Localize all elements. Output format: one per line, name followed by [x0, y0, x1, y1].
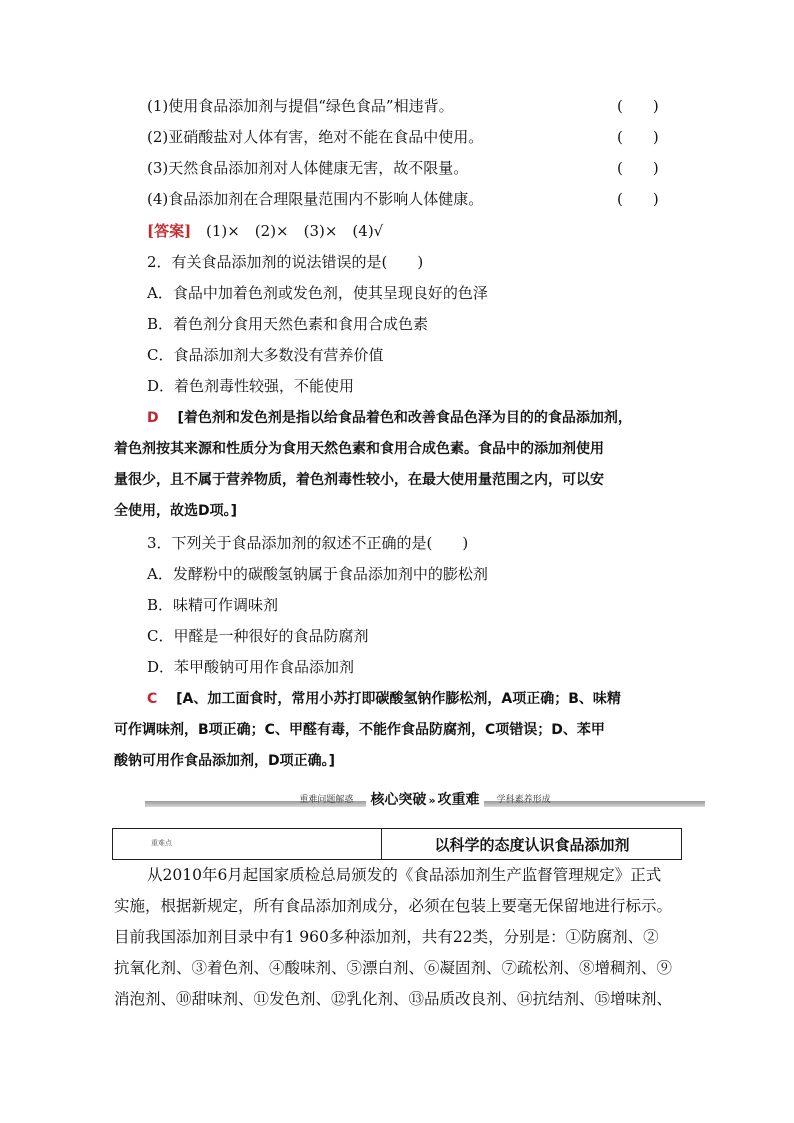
- q3-explanation-line-3: 酸钠可用作食品添加剂，D项正确。]: [114, 753, 336, 769]
- body-line-3: 目前我国添加剂目录中有1 960多种添加剂，共有22类，分别是：①防腐剂、②: [114, 928, 659, 946]
- body-line-1: 从2010年6月起国家质检总局颁发的《食品添加剂生产监督管理规定》正式: [147, 866, 662, 884]
- body-line-2: 实施，根据新规定，所有食品添加剂成分，必须在包装上要毫无保留地进行标示。: [114, 897, 673, 915]
- answer-paren-2: ( ): [617, 128, 659, 146]
- banner-center-text: [366, 792, 483, 808]
- q3-option-c: C．甲醛是一种很好的食品防腐剂: [147, 627, 369, 645]
- banner-text: [145, 789, 705, 809]
- judge-item-3: (3)天然食品添加剂对人体健康无害，故不限量。: [147, 159, 469, 177]
- banner-left-text: 重难问题解惑: [299, 795, 354, 805]
- q2-option-b: B．着色剂分食用天然色素和食用合成色素: [147, 315, 429, 333]
- q3-answer-letter: C: [147, 691, 158, 707]
- question-3-stem: 3．下列关于食品添加剂的叙述不正确的是( ): [147, 534, 469, 552]
- key-point-title: 以科学的态度认识食品添加剂: [434, 836, 630, 854]
- q3-option-a: A．发酵粉中的碳酸氢钠属于食品添加剂中的膨松剂: [147, 565, 488, 583]
- answer-text: (1)× (2)× (3)× (4)√: [205, 222, 384, 240]
- q2-option-c: C．食品添加剂大多数没有营养价值: [147, 346, 384, 364]
- q2-option-d: D．着色剂毒性较强，不能使用: [147, 377, 355, 395]
- q2-explanation-line-4: 全使用，故选D项。]: [114, 503, 238, 519]
- q2-option-a: A．食品中加着色剂或发色剂，使其呈现良好的色泽: [147, 284, 488, 302]
- answer-paren-3: ( ): [617, 159, 659, 177]
- q2-explanation-line-1: [147, 408, 632, 428]
- q3-explanation-line-1: [147, 689, 621, 709]
- q2-answer-letter: D: [147, 410, 159, 426]
- body-line-4: 抗氧化剂、③着色剂、④酸味剂、⑤漂白剂、⑥凝固剂、⑦疏松剂、⑧增稠剂、⑨: [114, 959, 673, 977]
- answer-line-q1: [147, 221, 383, 241]
- answer-label: [答案]: [147, 222, 192, 240]
- banner-right-text: 学科素养形成: [496, 795, 551, 805]
- body-line-5: 消泡剂、⑩甜味剂、⑪发色剂、⑫乳化剂、⑬品质改良剂、⑭抗结剂、⑮增味剂、: [114, 990, 673, 1008]
- key-point-tag: 重难点: [151, 839, 172, 847]
- answer-paren-1: ( ): [617, 97, 659, 115]
- question-2-stem: 2．有关食品添加剂的说法错误的是( ): [147, 253, 424, 271]
- q3-explanation-line-2: 可作调味剂，B项正确；C、甲醛有毒，不能作食品防腐剂，C项错误；D、苯甲: [114, 722, 605, 738]
- q3-explanation-text-1: [A、加工面食时，常用小苏打即碳酸氢钠作膨松剂，A项正确；B、味精: [176, 691, 621, 707]
- judge-item-2: (2)亚硝酸盐对人体有害，绝对不能在食品中使用。: [147, 128, 484, 146]
- key-point-tag-cell: [113, 829, 382, 859]
- banner-arrow-icon: »: [428, 794, 436, 807]
- judge-item-4: (4)食品添加剂在合理限量范围内不影响人体健康。: [147, 190, 484, 208]
- banner-title-1: 核心突破: [370, 792, 427, 808]
- key-point-box: [112, 828, 682, 860]
- judge-item-1: (1)使用食品添加剂与提倡“绿色食品”相违背。: [147, 97, 454, 115]
- q2-explanation-line-3: 量很少，且不属于营养物质，着色剂毒性较小，在最大使用量范围之内，可以安: [114, 472, 604, 488]
- q3-option-d: D．苯甲酸钠可用作食品添加剂: [147, 658, 355, 676]
- q2-explanation-line-2: 着色剂按其来源和性质分为食用天然色素和食用合成色素。食品中的添加剂使用: [114, 441, 604, 457]
- q3-option-b: B．味精可作调味剂: [147, 596, 279, 614]
- answer-paren-4: ( ): [617, 190, 659, 208]
- section-banner: [145, 789, 705, 809]
- q2-explanation-text-1: [着色剂和发色剂是指以给食品着色和改善食品色泽为目的的食品添加剂，: [177, 410, 632, 426]
- banner-title-2: 攻重难: [437, 792, 480, 808]
